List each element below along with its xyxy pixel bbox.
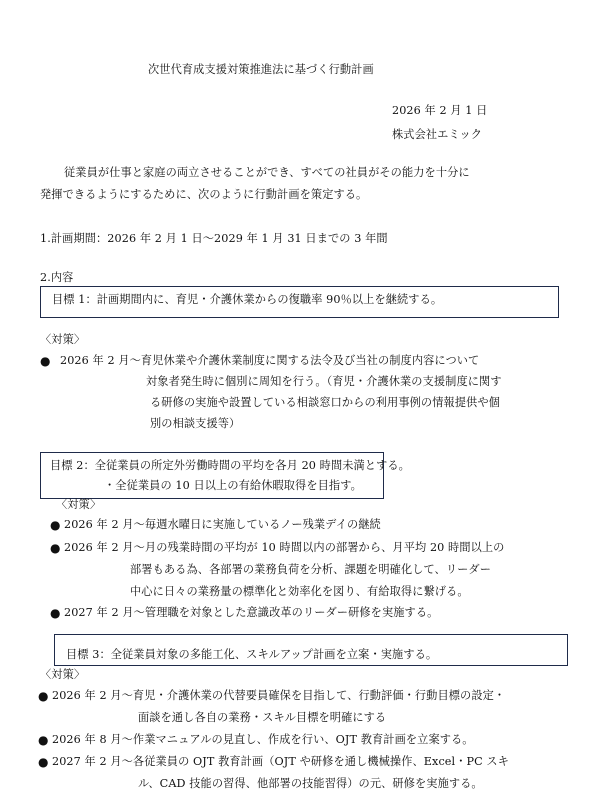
goal-3-measure-1-cont: 面談を通し各自の業務・スキル目標を明確にする (138, 711, 387, 724)
goal-3-measures-label: 〈対策〉 (40, 668, 86, 681)
bullet-icon: ● (50, 518, 61, 532)
goal-3-measure-2: 2026 年 8 月～作業マニュアルの見直し、作成を行い、OJT 教育計画を立案する。 (52, 733, 474, 746)
goal-1-measure-1-cont-3: 別の相談支援等） (150, 417, 241, 430)
goal-2-text-1: 目標 2：全従業員の所定外労働時間の平均を各月 20 時間未満とする。 (50, 459, 410, 472)
bullet-icon: ● (40, 354, 51, 368)
goal-1-measure-1-cont-2: る研修の実施や設置している相談窓口からの利用事例の情報提供や個 (150, 396, 500, 409)
goal-1-measure-1-cont-1: 対象者発生時に個別に周知を行う。（育児・介護休業の支援制度に関す (146, 375, 502, 388)
goal-2-measure-2-cont-1: 部署もある為、各部署の業務負荷を分析、課題を明確化して、リーダー (130, 563, 491, 576)
plan-period: 1.計画期間：2026 年 2 月 1 日～2029 年 1 月 31 日までの 3 年間 (40, 232, 388, 245)
bullet-icon: ● (38, 689, 49, 703)
goal-1-measure-1: 2026 年 2 月～育児休業や介護休業制度に関する法令及び当社の制度内容について (60, 354, 480, 367)
content-heading: 2.内容 (40, 271, 74, 284)
company-name: 株式会社エミック (392, 128, 483, 141)
goal-2-measure-2-cont-2: 中心に日々の業務量の標準化と効率化を図り、有給取得に繋げる。 (130, 585, 469, 598)
document-date: 2026 年 2 月 1 日 (392, 104, 488, 117)
bullet-icon: ● (38, 755, 49, 769)
goal-1-text: 目標 1：計画期間内に、育児・介護休業からの復職率 90％以上を継続する。 (52, 293, 443, 306)
goal-3-measure-3: 2027 年 2 月～各従業員の OJT 教育計画（OJT や研修を通し機械操作、Excel・PC スキ (52, 755, 510, 768)
goal-2-measure-1: 2026 年 2 月～毎週水曜日に実施しているノー残業デイの継続 (64, 518, 381, 531)
goal-2-text-2: ・全従業員の 10 日以上の有給休暇取得を目指す。 (104, 479, 362, 492)
goal-3-measure-3-cont: ル、CAD 技能の習得、他部署の技能習得）の元、研修を実施する。 (138, 777, 483, 790)
document-title: 次世代育成支援対策推進法に基づく行動計画 (148, 63, 374, 76)
intro-line-1: 従業員が仕事と家庭の両立させることができ、すべての社員がその能力を十分に (64, 166, 470, 179)
bullet-icon: ● (50, 606, 61, 620)
intro-line-2: 発揮できるようにするために、次のように行動計画を策定する。 (40, 188, 368, 201)
bullet-icon: ● (50, 541, 61, 555)
goal-3-measure-1: 2026 年 2 月～育児・介護休業の代替要員確保を目指して、行動評価・行動目標の設定・ (52, 689, 506, 702)
bullet-icon: ● (38, 733, 49, 747)
goal-3-text: 目標 3：全従業員対象の多能工化、スキルアップ計画を立案・実施する。 (66, 648, 438, 661)
goal-2-measures-label: 〈対策〉 (56, 498, 102, 511)
goal-2-measure-3: 2027 年 2 月～管理職を対象とした意識改革のリーダー研修を実施する。 (64, 606, 439, 619)
goal-1-measures-label: 〈対策〉 (40, 333, 86, 346)
goal-2-measure-2: 2026 年 2 月～月の残業時間の平均が 10 時間以内の部署から、月平均 20 時間以上の (64, 541, 505, 554)
